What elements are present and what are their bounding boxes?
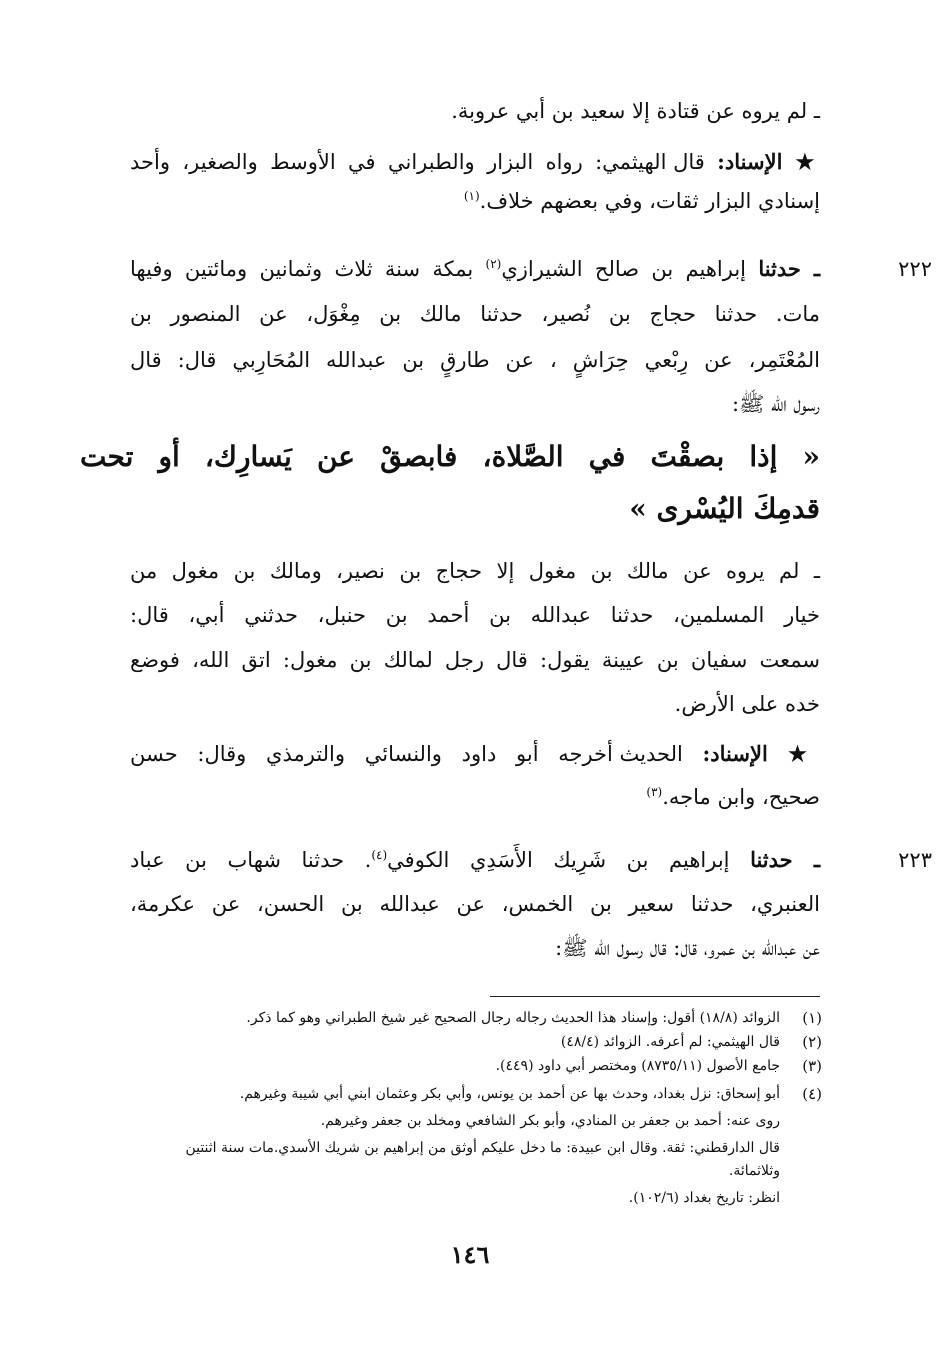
hadith-quote-line <box>80 494 820 525</box>
footnote-ref[interactable]: (٢) <box>485 257 502 271</box>
footnote-text: انظر: تاريخ بغداد (١٠٢/٦). <box>628 1190 780 1206</box>
footnote-text: قال الدارقطني: ثقة. وقال ابن عبيدة: ما دخل عليكم أوثق من إبراهيم بن شريك الأسدي.مات سنة اثنتين <box>185 1140 780 1156</box>
hadith-quote-text: « إذا بصقْتَ في الصَّلاة، فابصقْ عن يَسارِك، أو تحت <box>80 440 820 473</box>
footnote-number: (٣) <box>802 1057 822 1075</box>
text-line-content: ـ لم يروه عن مالك بن مغول إلا حجاج بن نصير، ومالك بن مغول من <box>130 559 820 583</box>
text-line-content: صحيح، وابن ماجه. <box>662 785 820 809</box>
text-line-content: سمعت سفيان بن عيينة يقول: قال رجل لمالك بن مغول: اتق الله، فوضع <box>130 648 820 672</box>
text-line-content: ـ لم يروه عن قتادة إلا سعيد بن أبي عروبة. <box>451 99 820 123</box>
text-line-content: قال الهيثمي: رواه البزار والطبراني في الأوسط والصغير، وأحد <box>130 150 705 174</box>
hadith-line <box>130 257 820 281</box>
text-line <box>130 893 820 916</box>
text-line-content: الحديث أخرجه أبو داود والنسائي والترمذي وقال: حسن <box>130 742 683 766</box>
hadith-number: ٢٢٣ <box>898 848 932 872</box>
footnote-separator <box>490 996 820 997</box>
footnote-text: أبو إسحاق: نزل بغداد، وحدث بها عن أحمد بن يونس، وأبي بكر وعثمان ابني أبي شيبة وغيرهم. <box>239 1086 780 1102</box>
footnote-number: (٢) <box>802 1033 822 1051</box>
footnote-text: روى عنه: أحمد بن جعفر بن المنادي، وأبو بكر الشافعي ومخلد بن جعفر وغيرهم. <box>320 1113 780 1129</box>
text-line <box>130 393 820 416</box>
text-line <box>130 937 820 960</box>
text-line-content: عن عبدالله بن عمرو، قال: قال رسول الله ﷺ: <box>555 936 820 960</box>
text-line-content: بمكة سنة ثلاث وثمانين ومائتين وفيها <box>130 257 474 281</box>
isnad-line <box>130 742 820 766</box>
text-line-content: خيار المسلمين، حدثنا عبدالله بن أحمد بن حنبل، حدثني أبي، قال: <box>130 603 820 627</box>
footnote-ref[interactable]: (٤) <box>371 848 388 862</box>
footnote-text: جامع الأصول (٨٧٣٥/١١) ومختصر أبي داود (٤٤٩). <box>495 1058 780 1074</box>
text-line-content: رسول الله ﷺ: <box>731 392 820 416</box>
hadith-quote-line <box>80 442 820 473</box>
text-line-content: إسنادي البزار ثقات، وفي بعضهم خلاف. <box>479 189 820 213</box>
footnote-text: الزوائد (١٨/٨) أقول: وإسناد هذا الحديث رجاله رجال الصحيح غير شيخ الطبراني وهو كما ذكر. <box>246 1010 780 1026</box>
footnote-number: (١) <box>802 1009 822 1027</box>
text-line-content: إبراهيم بن شَرِيك الأَسَدِي الكوفي <box>387 848 730 872</box>
text-line <box>130 100 820 123</box>
text-line-content: خده على الأرض. <box>674 692 820 716</box>
footnote-text: وثلاثمائة. <box>728 1163 780 1179</box>
text-line <box>130 786 820 809</box>
hadith-quote-text: قدمِكَ اليُسْرى » <box>629 492 820 525</box>
footnote-ref[interactable]: (٣) <box>646 785 663 799</box>
text-line-content: المُعْتَمِر، عن رِبْعي حِرَاشٍ ، عن طارقٍ بن عبدالله المُحَارِبي قال: قال <box>130 348 820 372</box>
text-line <box>130 604 820 627</box>
page-number: ١٤٦ <box>450 1240 490 1269</box>
text-line <box>130 693 820 716</box>
hadith-line <box>130 848 820 872</box>
text-line-content: إبراهيم بن صالح الشيرازي <box>501 257 747 281</box>
footnote-number: (٤) <box>802 1085 822 1103</box>
text-line <box>130 349 820 372</box>
hadith-lead: ـ حدثنا <box>758 256 820 281</box>
text-line-content: مات. حدثنا حجاج بن نُصير، حدثنا مالك بن مِغْوَل، عن المنصور بن <box>130 302 820 326</box>
text-line <box>130 560 820 583</box>
hadith-number: ٢٢٢ <box>898 257 932 281</box>
hadith-lead: ـ حدثنا <box>750 847 820 872</box>
isnad-label: ★ الإسناد: <box>702 741 820 766</box>
footnote-ref[interactable]: (١) <box>463 189 480 203</box>
text-line-content: . حدثنا شهاب بن عباد <box>130 848 372 872</box>
text-line-content: العنبري، حدثنا سعير بن الخمس، عن عبدالله بن الحسن، عن عكرمة، <box>130 892 820 916</box>
text-line <box>130 303 820 326</box>
text-line <box>130 190 820 213</box>
footnote-text: قال الهيثمي: لم أعرفه. الزوائد (٤٨/٤) <box>560 1034 780 1050</box>
isnad-label: ★ الإسناد: <box>717 149 820 174</box>
isnad-line <box>130 150 820 174</box>
text-line <box>130 649 820 672</box>
